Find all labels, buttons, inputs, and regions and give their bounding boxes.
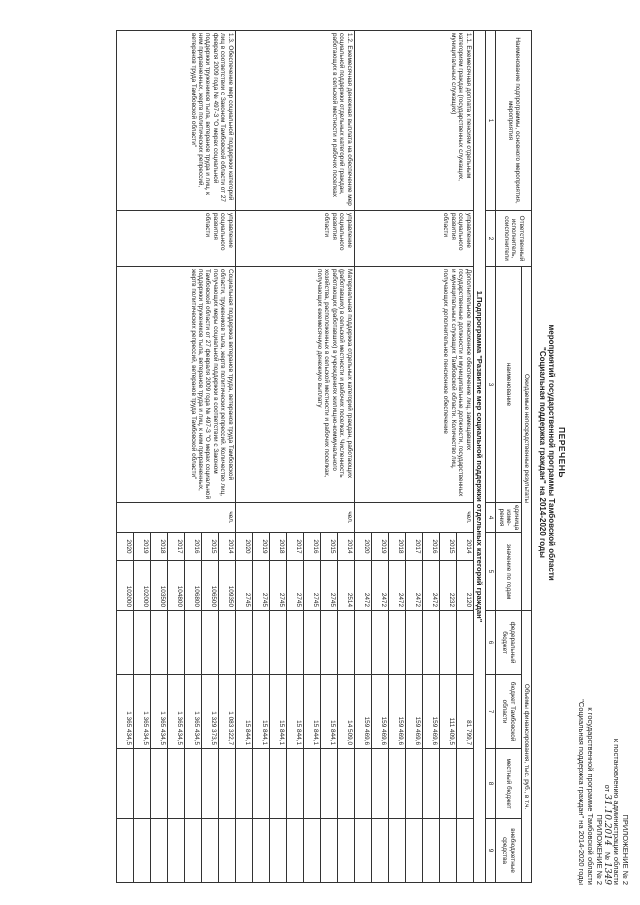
year-cell: 2017 — [286, 533, 303, 561]
extrabudget-cell — [456, 819, 473, 883]
document-title — [538, 0, 567, 905]
regional-budget-cell: 1 329 373,5 — [201, 675, 218, 749]
value-cell: 2745 — [286, 561, 303, 611]
head-results: Ожидаемые непосредственные результаты — [521, 267, 531, 611]
year-cell: 2019 — [371, 533, 388, 561]
head-financing: Объемы финансирования, тыс. руб., в т.ч. — [521, 611, 531, 883]
extrabudget-cell — [116, 819, 133, 883]
local-budget-cell — [116, 749, 133, 819]
value-cell: 2472 — [371, 561, 388, 611]
regional-budget-cell: 15 844,1 — [286, 675, 303, 749]
local-budget-cell — [235, 749, 252, 819]
head-result-name: наименование — [496, 267, 521, 503]
unit-of-measure: чел. — [235, 503, 354, 533]
federal-budget-cell — [116, 611, 133, 675]
local-budget-cell — [456, 749, 473, 819]
year-cell: 2019 — [133, 533, 150, 561]
measure-name: 1.2. Ежемесячная денежная выплата на обеспечение мер социальной поддержки отдельных категорий граждан, работающих в сельской местности и рабочих поселках — [235, 31, 354, 211]
federal-budget-cell — [150, 611, 167, 675]
regional-budget-cell: 159 469,6 — [371, 675, 388, 749]
local-budget-cell — [337, 749, 354, 819]
head-local: местный бюджет — [496, 749, 521, 819]
federal-budget-cell — [252, 611, 269, 675]
extrabudget-cell — [150, 819, 167, 883]
federal-budget-cell — [422, 611, 439, 675]
year-cell: 2017 — [167, 533, 184, 561]
local-budget-cell — [439, 749, 456, 819]
federal-budget-cell — [320, 611, 337, 675]
year-cell: 2016 — [184, 533, 201, 561]
table-row — [337, 31, 354, 883]
measure-name: 1.1. Ежемесячная доплата к пенсиям отдельным категориям граждан (государственных служащих, муниципальных служащих) — [354, 31, 473, 211]
year-cell: 2018 — [269, 533, 286, 561]
year-cell: 2020 — [235, 533, 252, 561]
local-budget-cell — [371, 749, 388, 819]
unit-of-measure: чел. — [354, 503, 473, 533]
title-line-1: мероприятий государственной программы Тамбовской области — [547, 324, 557, 581]
responsible-executor: управление социального развития области — [354, 211, 473, 267]
federal-budget-cell — [167, 611, 184, 675]
regional-budget-cell: 15 844,1 — [235, 675, 252, 749]
federal-budget-cell — [184, 611, 201, 675]
head-responsible: Ответственный исполнитель, соисполнители — [496, 211, 532, 267]
value-cell: 2472 — [422, 561, 439, 611]
head-unit: единица изме-рения — [496, 503, 521, 533]
head-extrabudget: внебюджетные средства — [496, 819, 521, 883]
year-cell: 2019 — [252, 533, 269, 561]
value-cell: 2472 — [388, 561, 405, 611]
extrabudget-cell — [337, 819, 354, 883]
decree-header — [602, 739, 630, 885]
regional-budget-cell: 159 469,6 — [422, 675, 439, 749]
extrabudget-cell — [286, 819, 303, 883]
value-cell: 2232 — [439, 561, 456, 611]
regional-budget-cell: 81 799,7 — [456, 675, 473, 749]
extrabudget-cell — [439, 819, 456, 883]
col-number: 7 — [485, 675, 495, 749]
local-budget-cell — [286, 749, 303, 819]
local-budget-cell — [320, 749, 337, 819]
federal-budget-cell — [456, 611, 473, 675]
title-line-0: ПЕРЕЧЕНЬ — [557, 426, 567, 478]
appendix-prog-label: ПРИЛОЖЕНИЕ № 2 — [595, 814, 604, 885]
value-cell: 2120 — [456, 561, 473, 611]
table-row — [218, 31, 235, 883]
local-budget-cell — [218, 749, 235, 819]
col-number: 1 — [485, 31, 495, 211]
value-cell: 103500 — [150, 561, 167, 611]
value-cell: 102000 — [133, 561, 150, 611]
local-budget-cell — [388, 749, 405, 819]
col-number: 6 — [485, 611, 495, 675]
extrabudget-cell — [218, 819, 235, 883]
value-cell: 2514 — [337, 561, 354, 611]
federal-budget-cell — [235, 611, 252, 675]
value-cell: 2472 — [354, 561, 371, 611]
head-regional: бюджет Тамбовской области — [496, 675, 521, 749]
extrabudget-cell — [422, 819, 439, 883]
extrabudget-cell — [167, 819, 184, 883]
extrabudget-cell — [303, 819, 320, 883]
value-cell: 2745 — [269, 561, 286, 611]
year-cell: 2015 — [201, 533, 218, 561]
decree-line: к постановлению администрации области — [612, 738, 621, 885]
extrabudget-cell — [405, 819, 422, 883]
year-cell: 2020 — [354, 533, 371, 561]
year-cell: 2017 — [405, 533, 422, 561]
regional-budget-cell: 1 365 434,5 — [133, 675, 150, 749]
program-line-2: "Социальная поддержка граждан" на 2014-2020 годы — [577, 699, 586, 885]
year-cell: 2016 — [303, 533, 320, 561]
local-budget-cell — [133, 749, 150, 819]
extrabudget-cell — [252, 819, 269, 883]
head-name: Наименование подпрограммы, основного мероприятия, мероприятия — [496, 31, 532, 211]
extrabudget-cell — [235, 819, 252, 883]
regional-budget-cell: 159 469,6 — [354, 675, 371, 749]
regional-budget-cell: 1 365 434,5 — [184, 675, 201, 749]
value-cell: 102000 — [116, 561, 133, 611]
federal-budget-cell — [405, 611, 422, 675]
year-cell: 2014 — [218, 533, 235, 561]
value-cell: 2472 — [405, 561, 422, 611]
year-cell: 2020 — [116, 533, 133, 561]
unit-of-measure: чел. — [116, 503, 235, 533]
table-row — [456, 31, 473, 883]
year-cell: 2015 — [320, 533, 337, 561]
federal-budget-cell — [337, 611, 354, 675]
expected-result: Материальная поддержка отдельных категорий граждан, работающих (работавших) в сельской местности и рабочих поселках. Численность работающих (работавших) в учреждениях жилищно-коммунального хозяйства, расположенных в сельской местности и рабочих поселках, получающих ежемесячную денежную выплату — [235, 267, 354, 503]
federal-budget-cell — [439, 611, 456, 675]
responsible-executor: управление социального развития области — [116, 211, 235, 267]
regional-budget-cell: 1 365 434,5 — [150, 675, 167, 749]
program-line-1: к государственной программе Тамбовской области — [586, 707, 595, 885]
expected-result: Дополнительное пенсионное обеспечение лиц, замещавших государственные должности и муниципальные должности, государственных и муниципальных служащих Тамбовской области. Количество лиц, получающих дополнительное пенсионное обеспечение — [354, 267, 473, 503]
regional-budget-cell: 1 365 434,5 — [167, 675, 184, 749]
extrabudget-cell — [320, 819, 337, 883]
federal-budget-cell — [218, 611, 235, 675]
federal-budget-cell — [201, 611, 218, 675]
value-cell: 106500 — [201, 561, 218, 611]
local-budget-cell — [354, 749, 371, 819]
col-number: 5 — [485, 533, 495, 611]
measures-table — [116, 30, 532, 883]
year-cell: 2018 — [388, 533, 405, 561]
regional-budget-cell: 159 469,6 — [388, 675, 405, 749]
local-budget-cell — [303, 749, 320, 819]
col-number: 9 — [485, 819, 495, 883]
value-cell: 2745 — [235, 561, 252, 611]
local-budget-cell — [405, 749, 422, 819]
regional-budget-cell: 14 509,0 — [337, 675, 354, 749]
local-budget-cell — [184, 749, 201, 819]
federal-budget-cell — [133, 611, 150, 675]
federal-budget-cell — [371, 611, 388, 675]
extrabudget-cell — [184, 819, 201, 883]
col-number: 2 — [485, 211, 495, 267]
handwritten-date: 31.10.2014 — [602, 794, 612, 846]
value-cell: 2745 — [303, 561, 320, 611]
value-cell: 109350 — [218, 561, 235, 611]
regional-budget-cell: 1 083 322,7 — [218, 675, 235, 749]
regional-budget-cell: 159 469,6 — [405, 675, 422, 749]
handwritten-number: 1349 — [602, 862, 612, 885]
local-budget-cell — [269, 749, 286, 819]
federal-budget-cell — [286, 611, 303, 675]
year-cell: 2015 — [439, 533, 456, 561]
appendix-main-label: ПРИЛОЖЕНИЕ № 2 — [621, 814, 630, 885]
program-header — [577, 699, 604, 885]
year-cell: 2018 — [150, 533, 167, 561]
title-line-2: "Социальная поддержка граждан" на 2014-2020 годы — [538, 347, 547, 558]
subprogram-title: 1.Подпрограмма "Развитие мер социальной поддержки отдельных категорий граждан" — [473, 31, 485, 883]
regional-budget-cell: 15 844,1 — [320, 675, 337, 749]
federal-budget-cell — [269, 611, 286, 675]
measure-name: 1.3. Обеспечение мер социальной поддержки категорий лиц в соответствии с Законом Тамбовской области от 27 февраля 2009 года № 497-З "О мерах социальной поддержки тружеников тыла, ветеранов труда и лиц, к ним приравненных, жертв политических репрессий, ветеранов труда Тамбовской области" — [116, 31, 235, 211]
federal-budget-cell — [303, 611, 320, 675]
federal-budget-cell — [354, 611, 371, 675]
year-cell: 2014 — [456, 533, 473, 561]
extrabudget-cell — [269, 819, 286, 883]
year-cell: 2014 — [337, 533, 354, 561]
federal-budget-cell — [388, 611, 405, 675]
local-budget-cell — [150, 749, 167, 819]
local-budget-cell — [252, 749, 269, 819]
regional-budget-cell: 111 409,5 — [439, 675, 456, 749]
responsible-executor: управление социального развития области — [235, 211, 354, 267]
value-cell: 2745 — [252, 561, 269, 611]
col-number: 8 — [485, 749, 495, 819]
head-value: значение по годам — [496, 533, 521, 611]
local-budget-cell — [201, 749, 218, 819]
col-number: 4 — [485, 503, 495, 533]
extrabudget-cell — [354, 819, 371, 883]
regional-budget-cell: 15 844,1 — [252, 675, 269, 749]
expected-result: Социальная поддержка ветеранов труда, ветеранов труда Тамбовской области, тружеников тыла, жертв политических репрессий. Количество лиц, получающих меры социальной поддержки в соответствии с Законом Тамбовской области от 27 февраля 2009 года № 497-З "О мерах социальной поддержки тружеников тыла, ветеранов труда и лиц, к ним приравненных, жертв политических репрессий, ветеранов труда Тамбовской области" — [116, 267, 235, 503]
local-budget-cell — [167, 749, 184, 819]
extrabudget-cell — [201, 819, 218, 883]
regional-budget-cell: 15 844,1 — [303, 675, 320, 749]
extrabudget-cell — [388, 819, 405, 883]
regional-budget-cell: 1 365 434,5 — [116, 675, 133, 749]
local-budget-cell — [422, 749, 439, 819]
value-cell: 2745 — [320, 561, 337, 611]
regional-budget-cell: 15 844,1 — [269, 675, 286, 749]
decree-date-line: от 31.10.2014 № 1349 — [602, 784, 612, 885]
head-federal: федеральный бюджет — [496, 611, 521, 675]
value-cell: 106800 — [184, 561, 201, 611]
extrabudget-cell — [133, 819, 150, 883]
extrabudget-cell — [371, 819, 388, 883]
year-cell: 2016 — [422, 533, 439, 561]
value-cell: 104800 — [167, 561, 184, 611]
col-number: 3 — [485, 267, 495, 503]
